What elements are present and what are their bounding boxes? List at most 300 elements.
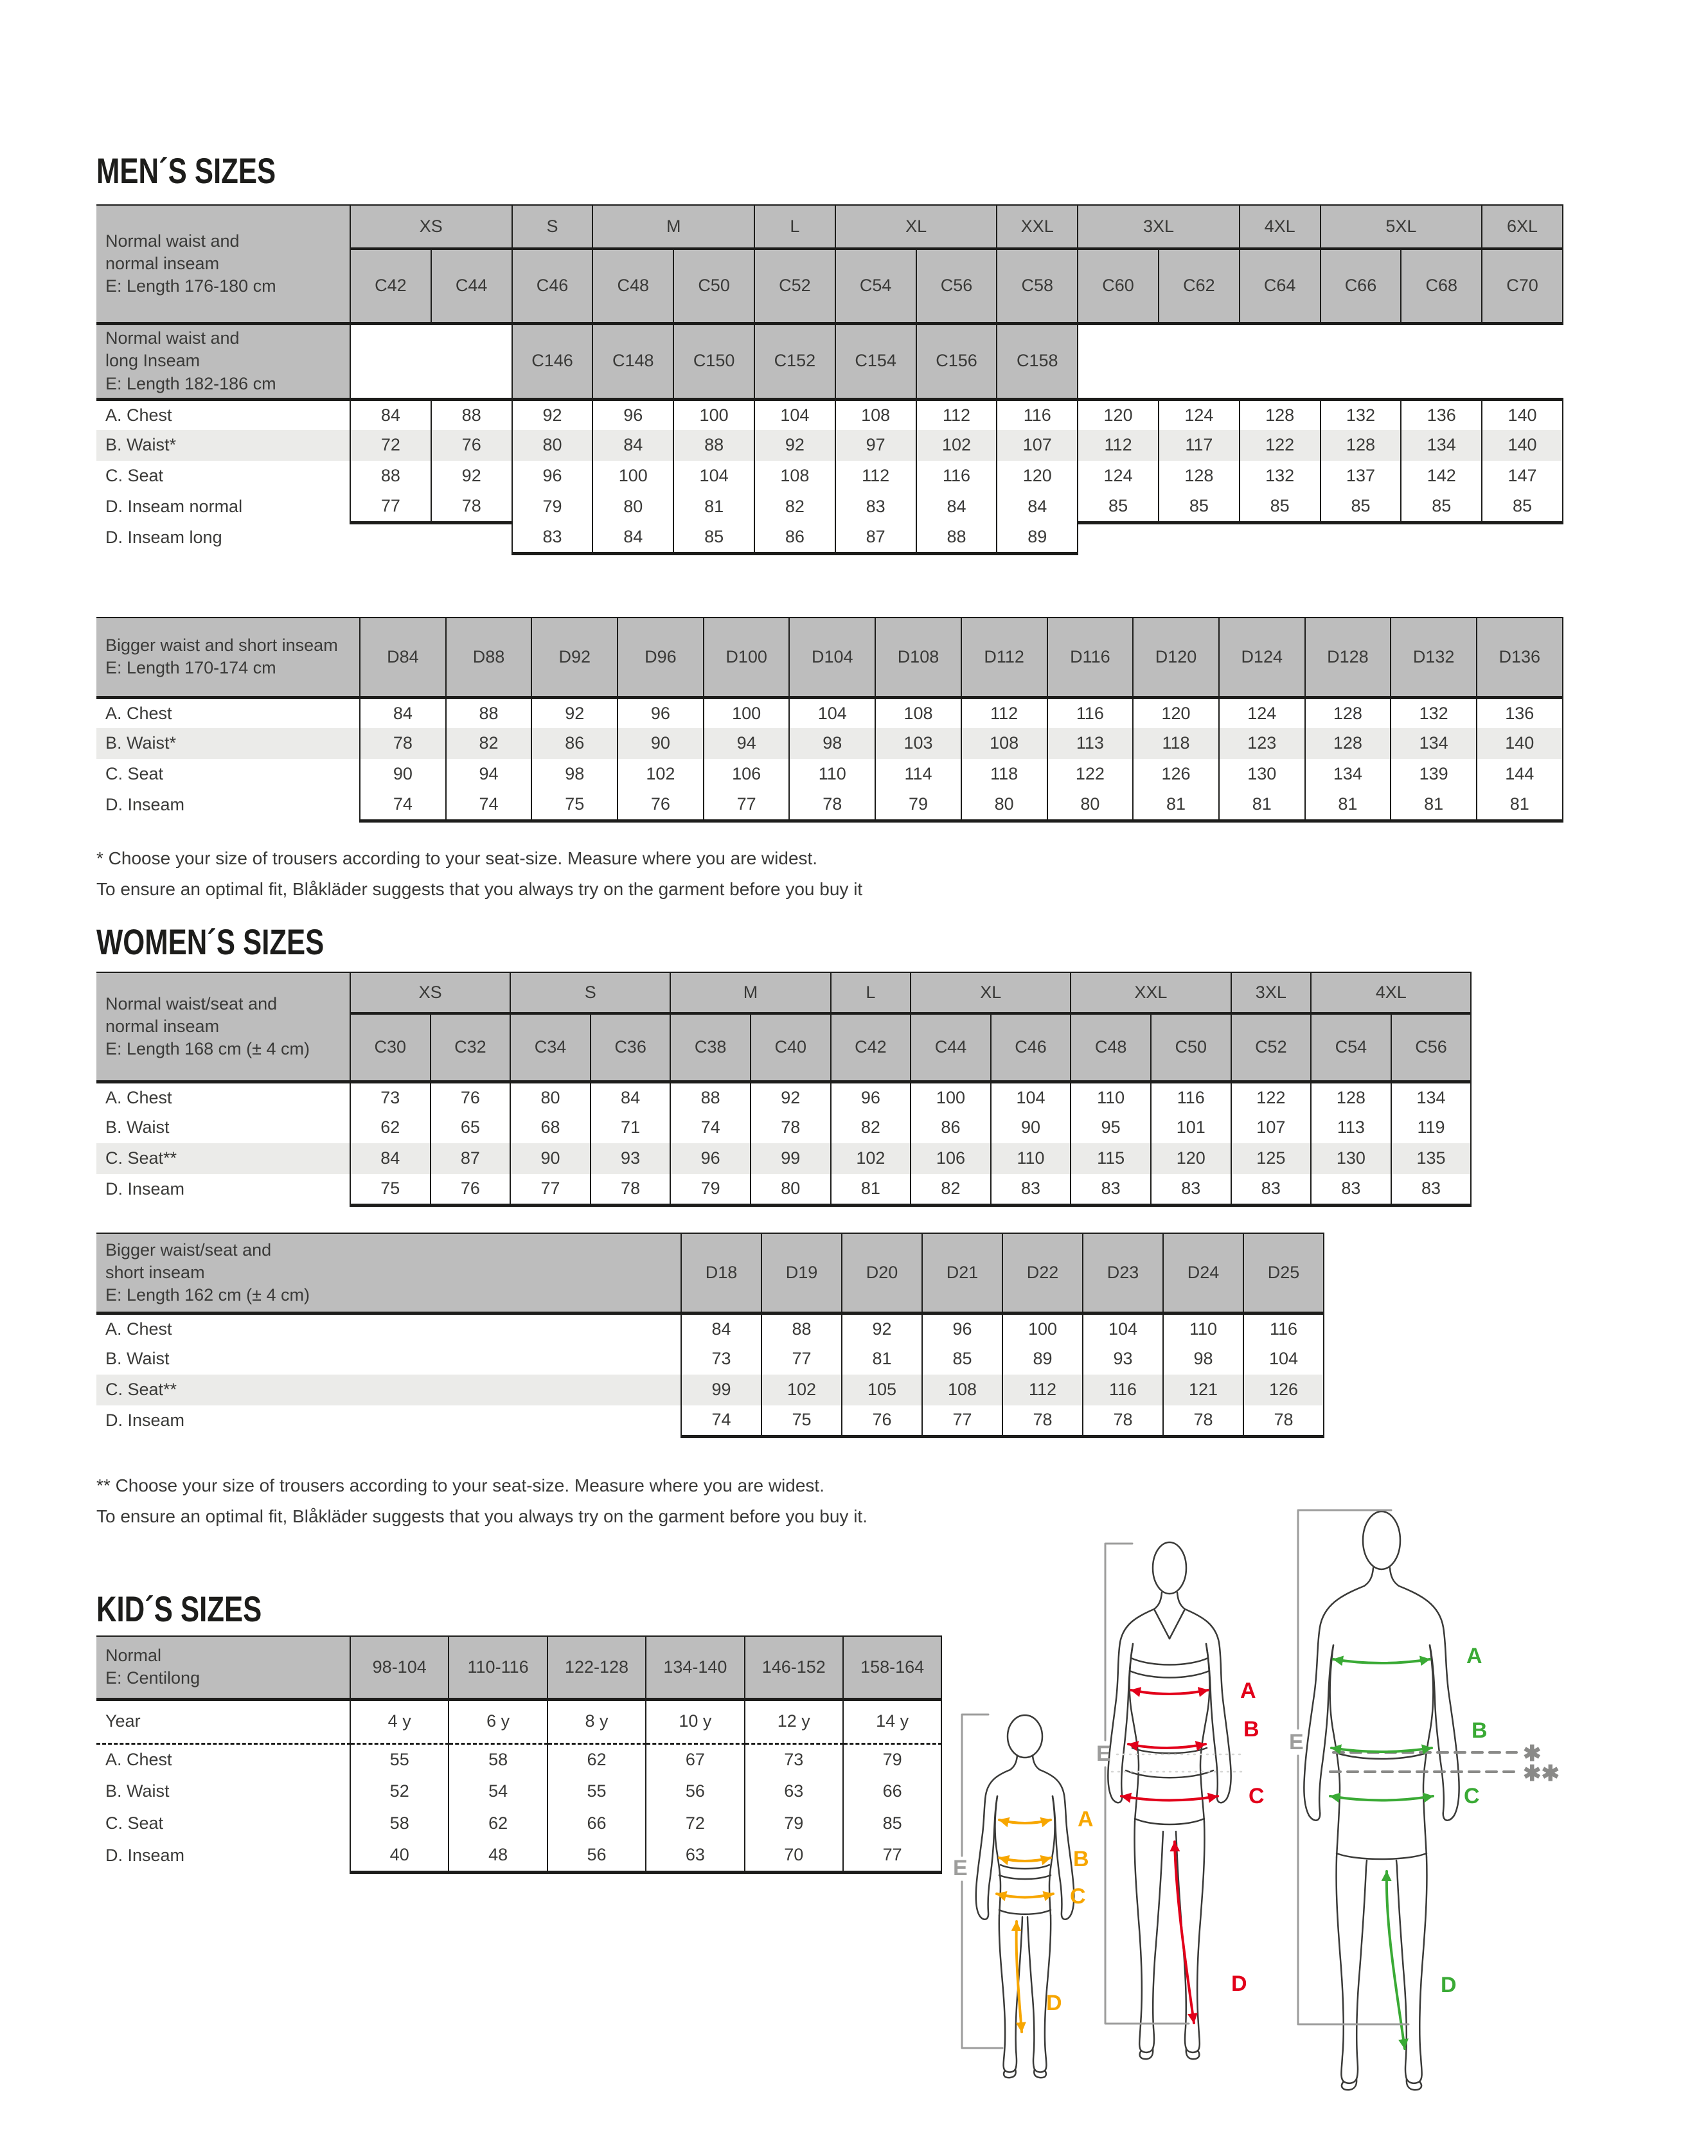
size-code: D24 xyxy=(1163,1233,1243,1313)
cell-value: 66 xyxy=(843,1776,941,1808)
size-group-label: S xyxy=(510,972,670,1013)
size-code: 134-140 xyxy=(646,1636,744,1699)
cell-value: 77 xyxy=(350,492,431,522)
cell-value: 95 xyxy=(1071,1112,1151,1143)
woman-label-d: D xyxy=(1231,1972,1247,1996)
cell-value: 63 xyxy=(646,1840,744,1872)
row-label: C. Seat** xyxy=(96,1143,350,1174)
cell-value: 63 xyxy=(745,1776,843,1808)
size-code: C56 xyxy=(916,249,997,323)
row-label: B. Waist xyxy=(105,1118,170,1137)
size-code: C68 xyxy=(1401,249,1482,323)
size-code: C70 xyxy=(1482,249,1563,323)
cell-value: 4 y xyxy=(350,1699,449,1743)
cell-value: 140 xyxy=(1482,399,1563,430)
cell-value: 10 y xyxy=(646,1699,744,1743)
kid-height-bracket xyxy=(962,1715,1002,2048)
man-label-c: C xyxy=(1464,1784,1480,1808)
cell-value: 14 y xyxy=(843,1699,941,1743)
cell-value: 73 xyxy=(350,1082,431,1112)
size-code: C146 xyxy=(512,323,593,399)
size-code: D19 xyxy=(761,1233,842,1313)
cell-value: 81 xyxy=(1305,790,1391,821)
cell-value: 82 xyxy=(831,1112,911,1143)
cell-value: 52 xyxy=(350,1776,449,1808)
cell-value: 88 xyxy=(350,461,431,492)
cell-value: 120 xyxy=(997,461,1078,492)
cell-value: 128 xyxy=(1305,728,1391,759)
row-label: B. Waist* xyxy=(96,728,360,759)
man-label-e: E xyxy=(1289,1730,1304,1754)
size-code: C52 xyxy=(1231,1013,1312,1082)
row-label: C. Seat xyxy=(105,1813,164,1833)
size-code: 158-164 xyxy=(843,1636,941,1699)
cell-value: 134 xyxy=(1401,430,1482,461)
size-code: C40 xyxy=(751,1013,831,1082)
womens-normal-size-table xyxy=(96,972,1472,1207)
cell-value: 56 xyxy=(646,1776,744,1808)
kid-figure xyxy=(953,1715,1094,2078)
cell-value: 96 xyxy=(670,1143,751,1174)
double-asterisk-mark: ✱✱ xyxy=(1523,1761,1560,1786)
cell-value: 140 xyxy=(1477,728,1563,759)
size-code: 122-128 xyxy=(547,1636,646,1699)
table-header-label: Normal waist and normal inseam E: Length 176-180 cm xyxy=(96,205,350,323)
cell-value: 119 xyxy=(1391,1112,1472,1143)
cell-value: 112 xyxy=(916,399,997,430)
cell-value: 96 xyxy=(922,1313,1002,1344)
cell-value: 88 xyxy=(673,430,754,461)
cell-value: 99 xyxy=(751,1143,831,1174)
cell-value: 98 xyxy=(531,759,618,790)
cell-value: 113 xyxy=(1311,1112,1391,1143)
cell-value: 77 xyxy=(510,1174,591,1205)
kids-size-table xyxy=(96,1635,942,1874)
cell-value: 115 xyxy=(1071,1143,1151,1174)
man-figure xyxy=(1289,1510,1560,2090)
cell-value: 102 xyxy=(618,759,704,790)
kid-label-a: A xyxy=(1078,1807,1094,1831)
size-group-label: XS xyxy=(350,205,512,249)
cell-value: 136 xyxy=(1401,399,1482,430)
cell-value: 79 xyxy=(745,1808,843,1840)
asterisk-guide-lines xyxy=(1330,1752,1517,1772)
size-group-label: XS xyxy=(350,972,510,1013)
cell-value: 81 xyxy=(842,1344,922,1375)
size-code: C148 xyxy=(592,323,673,399)
cell-value: 58 xyxy=(350,1808,449,1840)
cell-value: 80 xyxy=(751,1174,831,1205)
cell-value: 88 xyxy=(431,399,512,430)
cell-value: 74 xyxy=(360,790,446,821)
size-code: C42 xyxy=(350,249,431,323)
cell-value: 62 xyxy=(547,1743,646,1776)
cell-value: 83 xyxy=(1071,1174,1151,1205)
row-label: A. Chest xyxy=(105,703,172,723)
row-label: D. Inseam xyxy=(105,795,185,815)
size-code: C32 xyxy=(431,1013,511,1082)
cell-value: 126 xyxy=(1133,759,1219,790)
size-code: 98-104 xyxy=(350,1636,449,1699)
row-label: Year xyxy=(96,1699,350,1743)
cell-value: 118 xyxy=(1133,728,1219,759)
row-label: D. Inseam xyxy=(105,1179,185,1199)
man-measure-arrows xyxy=(1330,1659,1433,2049)
cell-value: 96 xyxy=(512,461,593,492)
kids-sizes-title: KID´S SIZES xyxy=(96,1589,262,1629)
cell-value: 74 xyxy=(446,790,532,821)
woman-label-b: B xyxy=(1243,1717,1259,1742)
cell-value: 84 xyxy=(350,1143,431,1174)
footnote-line: ** Choose your size of trousers according to your seat-size. Measure where you are widest. xyxy=(96,1475,824,1495)
size-code: C42 xyxy=(831,1013,911,1082)
size-code: C38 xyxy=(670,1013,751,1082)
cell-value: 128 xyxy=(1321,430,1401,461)
cell-value: 77 xyxy=(761,1344,842,1375)
table-header-label: Bigger waist and short inseam E: Length 170-174 cm xyxy=(96,618,360,697)
cell-value: 112 xyxy=(835,461,916,492)
table-header-label: Normal waist and long Inseam E: Length 182-186 cm xyxy=(96,323,350,399)
cell-value: 86 xyxy=(911,1112,991,1143)
cell-value: 96 xyxy=(618,697,704,728)
cell-value: 55 xyxy=(547,1776,646,1808)
cell-value: 108 xyxy=(875,697,961,728)
cell-value: 97 xyxy=(835,430,916,461)
size-code: C64 xyxy=(1240,249,1321,323)
cell-value: 72 xyxy=(646,1808,744,1840)
cell-value: 117 xyxy=(1159,430,1240,461)
kid-measure-labels xyxy=(1046,1807,1094,2015)
cell-value: 80 xyxy=(592,492,673,522)
cell-value: 110 xyxy=(1071,1082,1151,1112)
cell-value: 108 xyxy=(754,461,835,492)
cell-value: 77 xyxy=(843,1840,941,1872)
cell-value: 100 xyxy=(592,461,673,492)
size-code: C60 xyxy=(1078,249,1159,323)
size-code: D112 xyxy=(961,618,1047,697)
cell-value: 116 xyxy=(997,399,1078,430)
cell-value: 88 xyxy=(916,522,997,553)
size-code: C46 xyxy=(991,1013,1071,1082)
cell-value: 76 xyxy=(431,1174,511,1205)
size-code: D116 xyxy=(1047,618,1134,697)
size-code: C154 xyxy=(835,323,916,399)
cell-value: 85 xyxy=(922,1344,1002,1375)
size-code: C54 xyxy=(835,249,916,323)
cell-value: 132 xyxy=(1391,697,1477,728)
cell-value: 130 xyxy=(1219,759,1305,790)
cell-value: 79 xyxy=(670,1174,751,1205)
cell-value: 80 xyxy=(512,430,593,461)
cell-value: 102 xyxy=(761,1375,842,1405)
cell-value: 102 xyxy=(831,1143,911,1174)
cell-value: 107 xyxy=(1231,1112,1312,1143)
cell-value: 137 xyxy=(1321,461,1401,492)
cell-value: 66 xyxy=(547,1808,646,1840)
cell-value: 6 y xyxy=(449,1699,547,1743)
cell-value: 78 xyxy=(1002,1405,1083,1436)
cell-value: 104 xyxy=(1243,1344,1324,1375)
cell-value: 142 xyxy=(1401,461,1482,492)
cell-value: 122 xyxy=(1047,759,1134,790)
cell-value: 83 xyxy=(991,1174,1071,1205)
cell-value: 89 xyxy=(1002,1344,1083,1375)
cell-value: 76 xyxy=(842,1405,922,1436)
woman-label-a: A xyxy=(1240,1679,1256,1703)
cell-value: 62 xyxy=(350,1112,431,1143)
cell-value: 104 xyxy=(991,1082,1071,1112)
woman-e-guide-lines xyxy=(1112,1754,1243,1772)
size-group-label: 5XL xyxy=(1321,205,1482,249)
size-group-label: XXL xyxy=(1071,972,1231,1013)
cell-value: 77 xyxy=(704,790,790,821)
cell-value: 104 xyxy=(1083,1313,1163,1344)
row-label: A. Chest xyxy=(105,405,172,425)
cell-value: 130 xyxy=(1311,1143,1391,1174)
cell-value: 85 xyxy=(1482,492,1563,522)
footnote-line: To ensure an optimal fit, Blåkläder suggests that you always try on the garment before you buy it. xyxy=(96,1506,867,1526)
cell-value: 76 xyxy=(431,1082,511,1112)
row-label: A. Chest xyxy=(105,1319,172,1339)
cell-value: 94 xyxy=(704,728,790,759)
cell-value: 88 xyxy=(446,697,532,728)
cell-value: 82 xyxy=(911,1174,991,1205)
kid-label-b: B xyxy=(1073,1847,1089,1871)
size-code: D124 xyxy=(1219,618,1305,697)
size-code: C54 xyxy=(1311,1013,1391,1082)
cell-value: 120 xyxy=(1133,697,1219,728)
table-header-label: Normal waist/seat and normal inseam E: Length 168 cm (± 4 cm) xyxy=(96,972,350,1082)
cell-value: 92 xyxy=(431,461,512,492)
cell-value: 135 xyxy=(1391,1143,1472,1174)
row-label: B. Waist xyxy=(105,1349,170,1369)
size-code: D20 xyxy=(842,1233,922,1313)
cell-value: 83 xyxy=(512,522,593,553)
empty-cell xyxy=(1078,522,1563,553)
womens-footnote xyxy=(96,1470,867,1532)
size-code: D23 xyxy=(1083,1233,1163,1313)
row-label: B. Waist* xyxy=(96,430,350,461)
empty-cell xyxy=(350,522,512,553)
cell-value: 110 xyxy=(991,1143,1071,1174)
cell-value: 74 xyxy=(681,1405,761,1436)
cell-value: 62 xyxy=(449,1808,547,1840)
cell-value: 123 xyxy=(1219,728,1305,759)
woman-measure-labels xyxy=(1231,1679,1265,1996)
cell-value: 99 xyxy=(681,1375,761,1405)
row-label: D. Inseam xyxy=(105,1411,185,1430)
cell-value: 140 xyxy=(1482,430,1563,461)
cell-value: 86 xyxy=(754,522,835,553)
cell-value: 85 xyxy=(1240,492,1321,522)
cell-value: 90 xyxy=(618,728,704,759)
woman-figure xyxy=(1096,1542,1265,2059)
cell-value: 73 xyxy=(745,1743,843,1776)
size-group-label: 6XL xyxy=(1482,205,1563,249)
cell-value: 65 xyxy=(431,1112,511,1143)
cell-value: 76 xyxy=(618,790,704,821)
mens-bigger-waist-table xyxy=(96,617,1563,823)
cell-value: 136 xyxy=(1477,697,1563,728)
empty-cell xyxy=(350,323,512,399)
size-code: D22 xyxy=(1002,1233,1083,1313)
cell-value: 93 xyxy=(1083,1344,1163,1375)
cell-value: 106 xyxy=(704,759,790,790)
cell-value: 105 xyxy=(842,1375,922,1405)
cell-value: 139 xyxy=(1391,759,1477,790)
cell-value: 92 xyxy=(751,1082,831,1112)
cell-value: 82 xyxy=(754,492,835,522)
cell-value: 72 xyxy=(350,430,431,461)
size-code: C30 xyxy=(350,1013,431,1082)
cell-value: 83 xyxy=(1151,1174,1231,1205)
mens-normal-size-table xyxy=(96,204,1563,555)
cell-value: 82 xyxy=(446,728,532,759)
size-group-label: XL xyxy=(911,972,1071,1013)
size-code: C44 xyxy=(911,1013,991,1082)
cell-value: 75 xyxy=(350,1174,431,1205)
cell-value: 75 xyxy=(531,790,618,821)
cell-value: 122 xyxy=(1240,430,1321,461)
size-group-label: 4XL xyxy=(1240,205,1321,249)
cell-value: 73 xyxy=(681,1344,761,1375)
size-code: 146-152 xyxy=(745,1636,843,1699)
cell-value: 113 xyxy=(1047,728,1134,759)
measurement-figures xyxy=(919,1446,1708,2156)
cell-value: 58 xyxy=(449,1743,547,1776)
cell-value: 108 xyxy=(835,399,916,430)
cell-value: 84 xyxy=(997,492,1078,522)
cell-value: 79 xyxy=(875,790,961,821)
cell-value: 71 xyxy=(591,1112,671,1143)
cell-value: 116 xyxy=(1047,697,1134,728)
size-code: D128 xyxy=(1305,618,1391,697)
cell-value: 78 xyxy=(789,790,875,821)
cell-value: 101 xyxy=(1151,1112,1231,1143)
cell-value: 132 xyxy=(1321,399,1401,430)
cell-value: 116 xyxy=(1151,1082,1231,1112)
row-label: A. Chest xyxy=(105,1087,172,1107)
cell-value: 98 xyxy=(789,728,875,759)
size-code: D18 xyxy=(681,1233,761,1313)
cell-value: 78 xyxy=(1163,1405,1243,1436)
size-code: C158 xyxy=(997,323,1078,399)
cell-value: 84 xyxy=(681,1313,761,1344)
cell-value: 84 xyxy=(591,1082,671,1112)
size-group-label: M xyxy=(670,972,830,1013)
size-code: C150 xyxy=(673,323,754,399)
cell-value: 92 xyxy=(754,430,835,461)
kid-label-c: C xyxy=(1070,1884,1086,1909)
cell-value: 116 xyxy=(916,461,997,492)
cell-value: 92 xyxy=(531,697,618,728)
cell-value: 40 xyxy=(350,1840,449,1872)
size-group-label: L xyxy=(754,205,835,249)
cell-value: 80 xyxy=(1047,790,1134,821)
cell-value: 90 xyxy=(510,1143,591,1174)
cell-value: 84 xyxy=(592,430,673,461)
cell-value: 126 xyxy=(1243,1375,1324,1405)
cell-value: 90 xyxy=(991,1112,1071,1143)
cell-value: 114 xyxy=(875,759,961,790)
cell-value: 84 xyxy=(916,492,997,522)
cell-value: 128 xyxy=(1311,1082,1391,1112)
cell-value: 81 xyxy=(1391,790,1477,821)
cell-value: 116 xyxy=(1083,1375,1163,1405)
cell-value: 78 xyxy=(1243,1405,1324,1436)
size-group-label: L xyxy=(831,972,911,1013)
cell-value: 77 xyxy=(922,1405,1002,1436)
cell-value: 86 xyxy=(531,728,618,759)
row-label: C. Seat xyxy=(105,764,164,784)
mens-sizes-title: MEN´S SIZES xyxy=(96,150,276,191)
row-label: B. Waist xyxy=(105,1781,170,1801)
cell-value: 128 xyxy=(1305,697,1391,728)
cell-value: 104 xyxy=(754,399,835,430)
cell-value: 84 xyxy=(360,697,446,728)
cell-value: 79 xyxy=(512,492,593,522)
cell-value: 112 xyxy=(1078,430,1159,461)
cell-value: 132 xyxy=(1240,461,1321,492)
cell-value: 112 xyxy=(961,697,1047,728)
size-code: C58 xyxy=(997,249,1078,323)
size-code: D88 xyxy=(446,618,532,697)
row-label: D. Inseam xyxy=(105,1846,185,1866)
cell-value: 84 xyxy=(350,399,431,430)
size-code: C48 xyxy=(1071,1013,1151,1082)
cell-value: 81 xyxy=(1477,790,1563,821)
cell-value: 81 xyxy=(1133,790,1219,821)
womens-sizes-title: WOMEN´S SIZES xyxy=(96,922,325,962)
cell-value: 12 y xyxy=(745,1699,843,1743)
cell-value: 75 xyxy=(761,1405,842,1436)
mens-footnote xyxy=(96,843,862,905)
cell-value: 100 xyxy=(704,697,790,728)
cell-value: 87 xyxy=(431,1143,511,1174)
cell-value: 54 xyxy=(449,1776,547,1808)
cell-value: 128 xyxy=(1159,461,1240,492)
cell-value: 104 xyxy=(789,697,875,728)
size-code: C62 xyxy=(1159,249,1240,323)
cell-value: 96 xyxy=(592,399,673,430)
cell-value: 88 xyxy=(761,1313,842,1344)
woman-height-bracket xyxy=(1105,1544,1189,2024)
womens-bigger-waist-table xyxy=(96,1233,1324,1438)
cell-value: 98 xyxy=(1163,1344,1243,1375)
row-label: A. Chest xyxy=(105,1750,172,1770)
size-code: D136 xyxy=(1477,618,1563,697)
footnote-marks xyxy=(1523,1742,1560,1786)
cell-value: 96 xyxy=(831,1082,911,1112)
man-label-a: A xyxy=(1466,1644,1482,1668)
cell-value: 108 xyxy=(922,1375,1002,1405)
kid-label-d: D xyxy=(1046,1991,1062,2015)
cell-value: 83 xyxy=(835,492,916,522)
size-code: D132 xyxy=(1391,618,1477,697)
cell-value: 88 xyxy=(670,1082,751,1112)
size-group-label: S xyxy=(512,205,593,249)
cell-value: 108 xyxy=(961,728,1047,759)
cell-value: 80 xyxy=(961,790,1047,821)
kid-measure-arrows xyxy=(997,1820,1053,2032)
cell-value: 120 xyxy=(1151,1143,1231,1174)
cell-value: 93 xyxy=(591,1143,671,1174)
size-code: D21 xyxy=(922,1233,1002,1313)
size-group-label: 3XL xyxy=(1078,205,1240,249)
cell-value: 85 xyxy=(1401,492,1482,522)
cell-value: 124 xyxy=(1159,399,1240,430)
cell-value: 78 xyxy=(751,1112,831,1143)
